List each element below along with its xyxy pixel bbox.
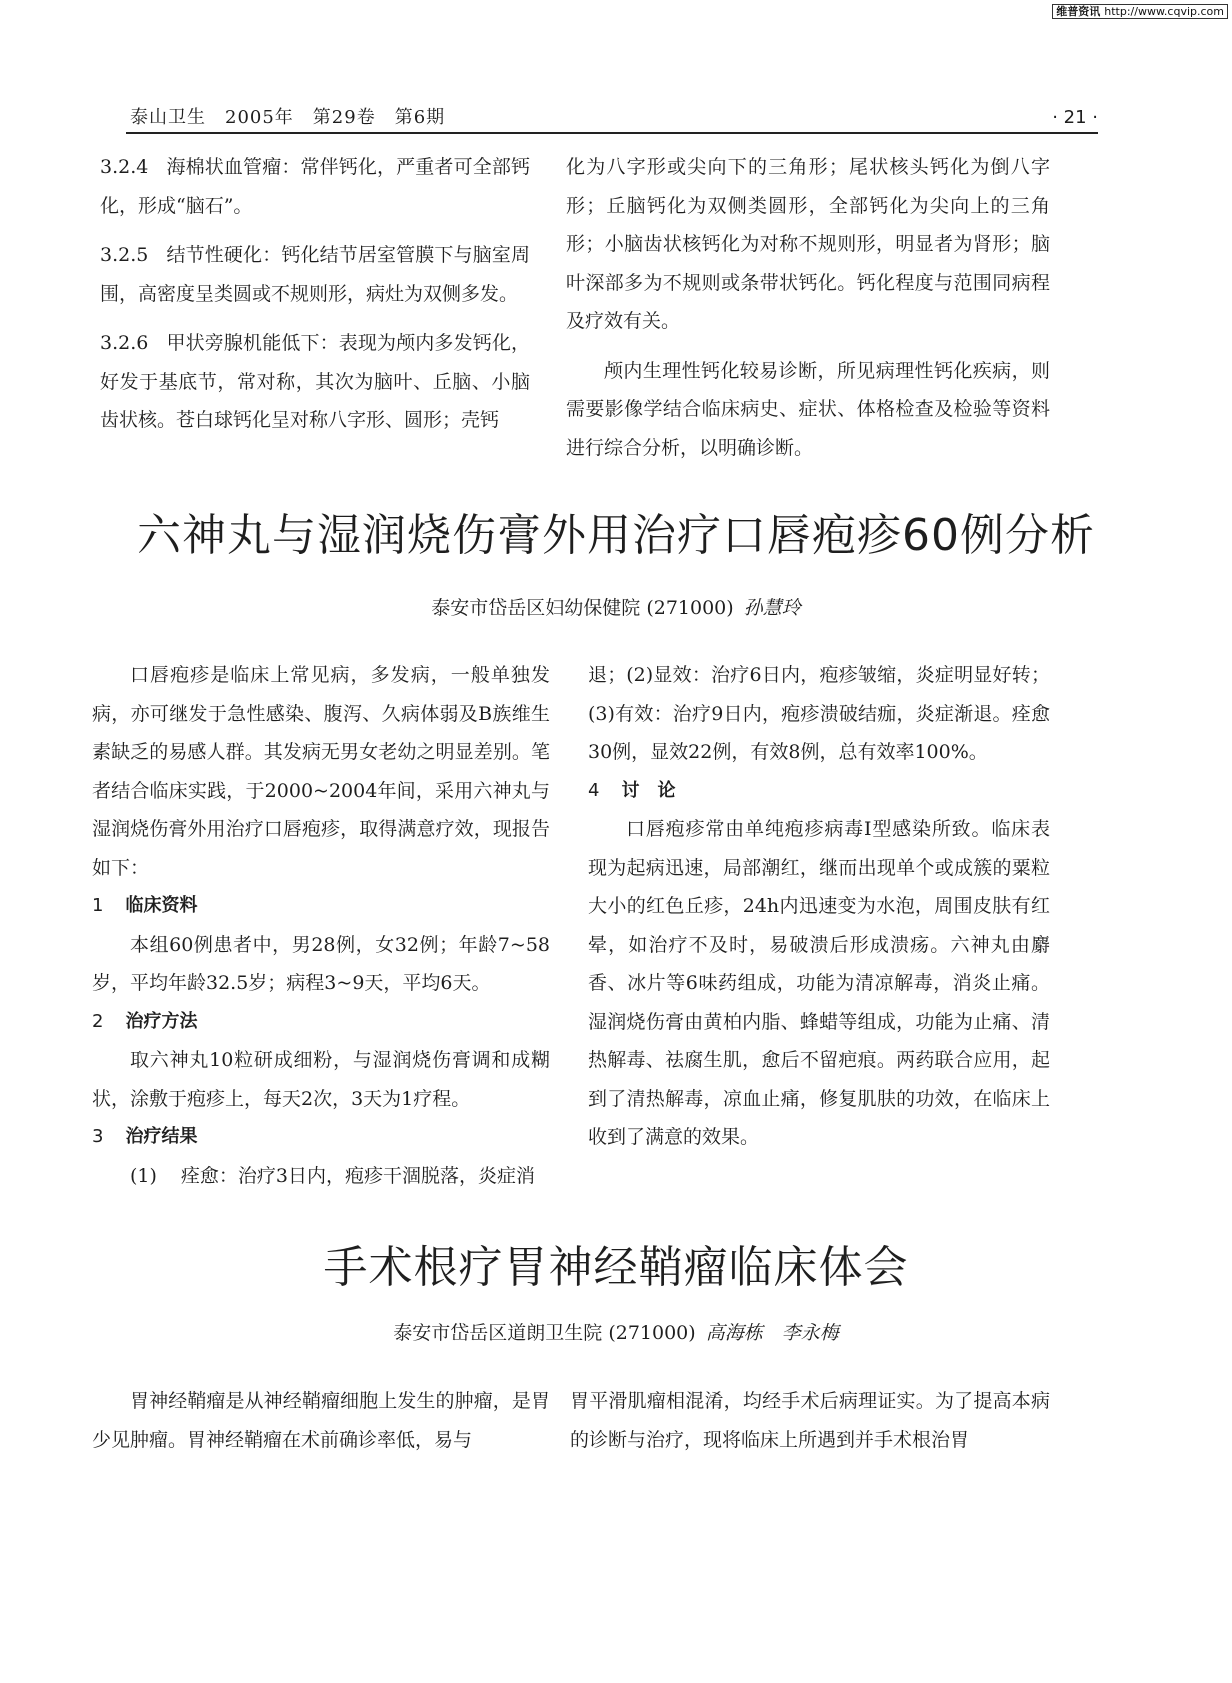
paragraph: 取六神丸10粒研成细粉，与湿润烧伤膏调和成糊状，涂敷于疱疹上，每天2次，3天为1疗程。	[92, 1049, 550, 1110]
paragraph	[92, 1157, 550, 1196]
section-heading	[92, 1003, 550, 1042]
page-number: · 21 ·	[1052, 107, 1098, 128]
section-title: 治疗方法	[125, 1010, 198, 1032]
paragraph: 胃神经鞘瘤是从神经鞘瘤细胞上发生的肿瘤，是胃少见肿瘤。胃神经鞘瘤在术前确诊率低，易与	[92, 1390, 550, 1451]
article-right-column	[570, 1382, 1050, 1459]
article-right-column	[588, 656, 1050, 1157]
prev-section-3-2-5	[100, 236, 530, 313]
article-byline	[0, 1320, 1232, 1346]
section-number: 4	[588, 779, 600, 801]
prev-section-3-2-4	[100, 148, 530, 225]
authors: 高海栋 李永梅	[705, 1322, 839, 1344]
paragraph: 胃平滑肌瘤相混淆，均经手术后病理证实。为了提高本病的诊断与治疗，现将临床上所遇到并手术根治胃	[570, 1390, 1050, 1451]
paragraph: 口唇疱疹常由单纯疱疹病毒Ⅰ型感染所致。临床表现为起病迅速，局部潮红，继而出现单个或成簇的粟粒大小的红色丘疹，24h内迅速变为水泡，周围皮肤有红晕，如治疗不及时，易破溃后形成溃疡。六神丸由麝香、冰片等6味药组成，功能为清凉解毒，消炎止痛。湿润烧伤膏由黄柏内脂、蜂蜡等组成，功能为止痛、清热解毒、祛腐生肌，愈后不留疤痕。两药联合应用，起到了清热解毒，凉血止痛，修复肌肤的功效，在临床上收到了满意的效果。	[588, 818, 1050, 1148]
paragraph-text: 甲状旁腺机能低下：表现为颅内多发钙化，好发于基底节，常对称，其次为脑叶、丘脑、小脑齿状核。苍白球钙化呈对称八字形、圆形；壳钙	[100, 332, 530, 431]
paragraph: 退；(2)显效：治疗6日内，疱疹皱缩，炎症明显好转；(3)有效：治疗9日内，疱疹溃破结痂，炎症渐退。痊愈30例，显效22例，有效8例，总有效率100%。	[588, 664, 1050, 763]
section-heading	[92, 887, 550, 926]
prev-section-3-2-6	[100, 324, 530, 440]
article-left-column	[92, 656, 550, 1195]
section-number: 3.2.6	[100, 332, 149, 354]
section-title: 治疗结果	[125, 1126, 198, 1147]
journal-info: 泰山卫生 2005年 第29卷 第6期	[130, 107, 446, 128]
affiliation: 泰安市岱岳区道朗卫生院 (271000)	[393, 1322, 696, 1344]
watermark-url: http://www.cqvip.com	[1104, 5, 1224, 18]
paragraph-text: 痊愈：治疗3日内，疱疹干涸脱落，炎症消	[180, 1164, 536, 1187]
article-byline	[0, 595, 1232, 621]
section-title: 临床资料	[125, 895, 198, 916]
section-number: 3	[92, 1126, 104, 1147]
author: 孙慧玲	[743, 597, 801, 619]
affiliation: 泰安市岱岳区妇幼保健院 (271000)	[431, 597, 734, 619]
article-left-column	[92, 1382, 550, 1459]
section-number: 3.2.4	[100, 156, 149, 178]
paragraph: 本组60例患者中，男28例，女32例；年龄7~58岁，平均年龄32.5岁；病程3~9天，平均6天。	[92, 933, 550, 994]
section-number: 3.2.5	[100, 244, 149, 266]
watermark	[1052, 4, 1228, 19]
paragraph: 化为八字形或尖向下的三角形；尾状核头钙化为倒八字形；丘脑钙化为双侧类圆形，全部钙化为尖向上的三角形；小脑齿状核钙化为对称不规则形，明显者为肾形；脑叶深部多为不规则或条带状钙化。钙化程度与范围同病程及疗效有关。	[566, 156, 1050, 332]
list-number: (1)	[130, 1164, 157, 1187]
paragraph: 颅内生理性钙化较易诊断，所见病理性钙化疾病，则需要影像学结合临床病史、症状、体格检查及检验等资料进行综合分析，以明确诊断。	[566, 359, 1050, 459]
watermark-brand: 维普资讯	[1056, 5, 1101, 18]
running-header	[130, 106, 1098, 134]
article-title: 手术根疗胃神经鞘瘤临床体会	[323, 1242, 909, 1293]
paragraph-text: 海棉状血管瘤：常伴钙化，严重者可全部钙化，形成“脑石”。	[100, 156, 530, 217]
section-title: 讨 论	[621, 779, 676, 801]
prev-article-right-column	[566, 148, 1050, 467]
section-heading	[588, 772, 1050, 811]
prev-article-left-column	[100, 148, 530, 440]
intro-paragraph: 口唇疱疹是临床上常见病，多发病，一般单独发病，亦可继发于急性感染、腹泻、久病体弱及B族维生素缺乏的易感人群。其发病无男女老幼之明显差别。笔者结合临床实践，于2000~2004年间，采用六神丸与湿润烧伤膏外用治疗口唇疱疹，取得满意疗效，现报告如下：	[92, 664, 550, 879]
section-number: 1	[92, 895, 104, 916]
article-title: 六神丸与湿润烧伤膏外用治疗口唇疱疹60例分析	[137, 510, 1095, 561]
header-rule	[126, 132, 1098, 134]
section-heading	[92, 1118, 550, 1157]
paragraph-text: 结节性硬化：钙化结节居室管膜下与脑室周围，高密度呈类圆或不规则形，病灶为双侧多发。	[100, 244, 530, 305]
section-number: 2	[92, 1010, 104, 1032]
